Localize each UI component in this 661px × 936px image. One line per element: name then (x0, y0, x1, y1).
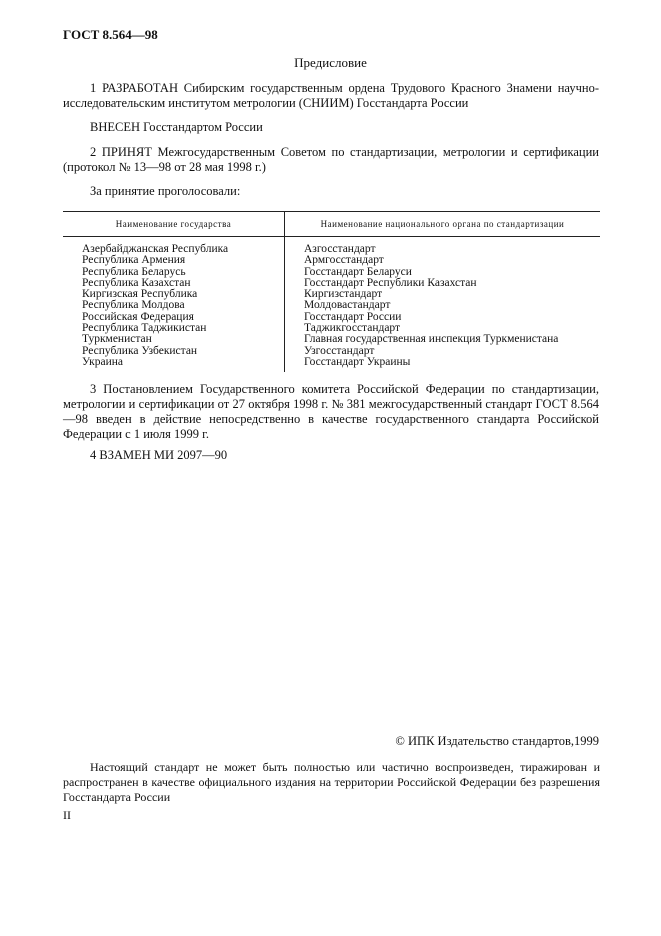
paragraph-enacted-text: 3 Постановлением Государственного комитета Российской Федерации по стандартизации, метрологии и сертификации от 27 октября 1998 г. № 381 межгосударственный стандарт ГОСТ 8.564—98 введен в действие непосредственно в качестве государственного стандарта Российской Федерации с 1 июля 1999 г. (63, 382, 599, 441)
state-name: Российская Федерация (82, 310, 194, 323)
paragraph-voted: За принятие проголосовали: (90, 184, 241, 198)
column-header-state: Наименование государства (63, 212, 285, 237)
state-name: Республика Армения (82, 254, 186, 267)
paragraph-introduced: ВНЕСЕН Госстандартом России (90, 120, 263, 134)
standards-body-name: Киргизстандарт (304, 288, 383, 301)
document-header: ГОСТ 8.564—98 (63, 27, 158, 42)
paragraph-adopted (63, 145, 599, 175)
paragraph-enacted (63, 382, 599, 442)
standards-body-name: Госстандарт Украины (304, 355, 411, 368)
standards-body-name: Таджикгосстандарт (304, 322, 401, 335)
standards-body-name: Узгосстандарт (304, 344, 375, 357)
bodies-column (285, 237, 601, 373)
states-table (63, 211, 600, 373)
paragraph-replaces: 4 ВЗАМЕН МИ 2097—90 (90, 448, 228, 462)
section-title: Предисловие (294, 55, 367, 70)
standards-body-name: Госстандарт Беларуси (304, 265, 412, 278)
standards-body-name: Азгосстандарт (304, 243, 376, 255)
state-name: Республика Молдова (82, 299, 185, 312)
standards-body-name: Молдовастандарт (304, 299, 391, 312)
paragraph-developed-text: 1 РАЗРАБОТАН Сибирским государственным ордена Трудового Красного Знамени научно-исследовательским институтом метрологии (СНИИМ) Госстандарта России (63, 81, 599, 110)
state-name: Азербайджанская Республика (82, 243, 229, 255)
reproduction-notice (63, 760, 600, 805)
page-number: II (63, 808, 71, 822)
state-name: Республика Узбекистан (82, 344, 198, 357)
standards-body-name: Госстандарт Республики Казахстан (304, 276, 477, 289)
standards-body-name: Госстандарт России (304, 310, 402, 323)
state-name: Республика Таджикистан (82, 322, 207, 335)
standards-body-name: Главная государственная инспекция Туркменистана (304, 333, 559, 346)
copyright: © ИПК Издательство стандартов,1999 (395, 734, 599, 748)
states-column (63, 237, 285, 373)
reproduction-notice-text: Настоящий стандарт не может быть полностью или частично воспроизведен, тиражирован и распространен в качестве официального издания на территории Российской Федерации без разрешения Госстандарта России (63, 760, 600, 804)
state-name: Киргизская Республика (82, 288, 198, 301)
paragraph-adopted-text: 2 ПРИНЯТ Межгосударственным Советом по стандартизации, метрологии и сертификации (протокол № 13—98 от 28 мая 1998 г.) (63, 145, 599, 174)
paragraph-developed (63, 81, 599, 111)
state-name: Республика Беларусь (82, 265, 186, 278)
column-header-body: Наименование национального органа по стандартизации (285, 212, 601, 237)
state-name: Республика Казахстан (82, 276, 191, 289)
standards-body-name: Армгосстандарт (304, 254, 384, 267)
state-name: Туркменистан (82, 333, 152, 346)
state-name: Украина (82, 355, 123, 368)
